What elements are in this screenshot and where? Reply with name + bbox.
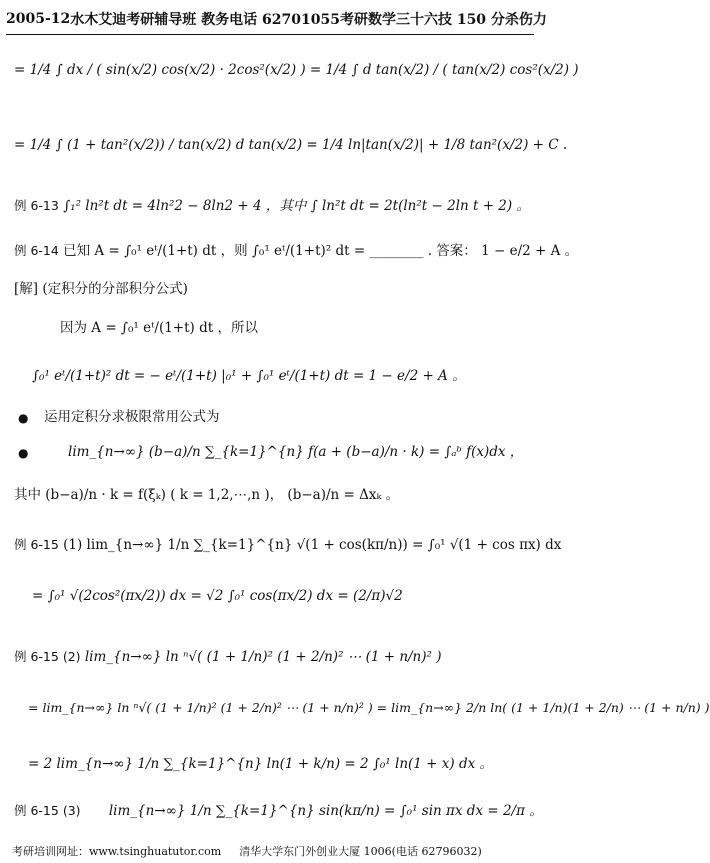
parts-formula: ∫₀¹ eᵗ/(1+t)² dt = − eᵗ/(1+t) |₀¹ + ∫₀¹ eᵗ/(1+t) dt = 1 − e/2 + A 。	[32, 368, 466, 384]
example-6-15-3	[14, 805, 543, 819]
example-6-15-3-label: 例 6-15 (3)	[14, 803, 81, 818]
example-6-14	[14, 245, 578, 259]
example-6-15-2-formula: lim_{n→∞} ln ⁿ√( (1 + 1/n)² (1 + 2/n)² ⋯ (1 + n/n)² )	[84, 649, 442, 665]
footer-website: 考研培训网址：www.tsinghuatutor.com	[12, 845, 222, 858]
formula-line-1: = 1/4 ∫ dx / ( sin(x/2) cos(x/2) · 2cos²(x/2) ) = 1/4 ∫ d tan(x/2) / ( tan(x/2) cos²(x/2) )	[14, 62, 579, 78]
header-date: 2005-12	[6, 11, 71, 27]
page-footer	[12, 843, 528, 859]
example-6-15-2	[14, 651, 442, 665]
example-6-15-1	[14, 539, 561, 553]
example-6-15-2-label: 例 6-15 (2)	[14, 649, 81, 664]
example-6-14-label: 例 6-14	[14, 243, 59, 258]
solution-header: [解] (定积分的分部积分公式)	[14, 281, 188, 297]
bullet-marker-1: ●	[18, 411, 29, 425]
bullet-text-1: 运用定积分求极限常用公式为	[44, 409, 220, 425]
example-6-15-1-label: 例 6-15	[14, 537, 59, 552]
where-line: 其中 (b−a)/n · k = f(ξₖ) ( k = 1,2,⋯,n )， (b−a)/n = Δxₖ 。	[14, 487, 400, 503]
example-6-15-1-formula: (1) lim_{n→∞} 1/n ∑_{k=1}^{n} √(1 + cos(kπ/n)) = ∫₀¹ √(1 + cos πx) dx	[63, 537, 562, 553]
example-6-13-label: 例 6-13	[14, 198, 59, 213]
header-divider	[6, 34, 534, 35]
page-header	[6, 6, 547, 32]
example-6-15-1-continuation: = ∫₀¹ √(2cos²(πx/2)) dx = √2 ∫₀¹ cos(πx/2) dx = (2/π)√2	[32, 588, 403, 604]
example-6-14-text: 已知 A = ∫₀¹ eᵗ/(1+t) dt ，则 ∫₀¹ eᵗ/(1+t)² dt = ________ . 答案： 1 − e/2 + A 。	[63, 243, 579, 259]
example-6-15-2-continuation-2: = 2 lim_{n→∞} 1/n ∑_{k=1}^{n} ln(1 + k/n) = 2 ∫₀¹ ln(1 + x) dx 。	[28, 756, 493, 772]
limit-formula: lim_{n→∞} (b−a)/n ∑_{k=1}^{n} f(a + (b−a)/n · k) = ∫ₐᵇ f(x)dx ，	[68, 444, 524, 460]
example-6-15-3-formula: lim_{n→∞} 1/n ∑_{k=1}^{n} sin(kπ/n) = ∫₀¹ sin πx dx = 2/π 。	[108, 803, 543, 819]
example-6-13	[14, 200, 530, 214]
because-line: 因为 A = ∫₀¹ eᵗ/(1+t) dt ，所以	[60, 320, 258, 336]
example-6-13-formula: ∫₁² ln²t dt = 4ln²2 − 8ln2 + 4 ，其中 ∫ ln²t dt = 2t(ln²t − 2ln t + 2) 。	[63, 198, 530, 214]
header-right: 考研数学三十六技 150 分杀伤力	[339, 12, 547, 28]
bullet-marker-2: ●	[18, 446, 29, 460]
header-center: 水木艾迪考研辅导班 教务电话 62701055	[70, 12, 340, 28]
footer-address: 清华大学东门外创业大厦 1006(电话 62796032)	[239, 845, 482, 858]
example-6-15-2-continuation-1: = lim_{n→∞} ln ⁿ√( (1 + 1/n)² (1 + 2/n)² ⋯ (1 + n/n)² ) = lim_{n→∞} 2/n ln( (1 + 1/n)(1 + 2/n) ⋯ (1 + n/n) )	[28, 700, 710, 715]
formula-line-2: = 1/4 ∫ (1 + tan²(x/2)) / tan(x/2) d tan(x/2) = 1/4 ln|tan(x/2)| + 1/8 tan²(x/2) + C .	[14, 137, 568, 153]
